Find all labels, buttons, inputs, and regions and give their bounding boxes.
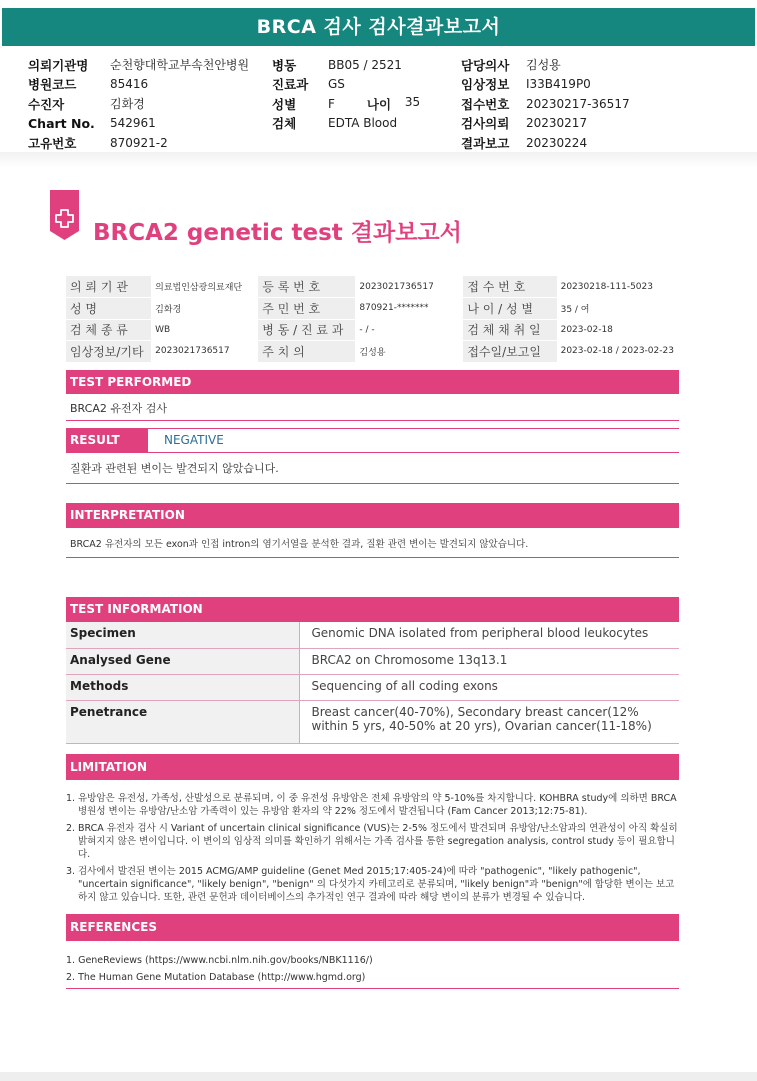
table-row [66, 674, 679, 700]
hdr-label: 병동 [272, 57, 297, 73]
section-header-references: REFERENCES [66, 914, 679, 941]
divider [66, 483, 679, 484]
list-number: 3. [66, 866, 76, 877]
hdr-value: 85416 [110, 77, 149, 92]
hdr-label: 수진자 [28, 96, 65, 112]
info-value: 35 / 여 [557, 298, 678, 320]
info-label: 성 명 [66, 298, 151, 320]
ti-value: Breast cancer(40-70%), Secondary breast cancer(12% within 5 yrs, 40-50% at 20 yrs), Ovarian cancer(11-18%) [299, 700, 679, 743]
hdr-value: BB05 / 2521 [328, 57, 402, 72]
age-field [367, 95, 420, 113]
hdr-value: F [328, 96, 335, 111]
hdr-value: 20230224 [526, 135, 588, 150]
hdr-value: I33B419P0 [526, 77, 591, 92]
age-value: 35 [404, 94, 421, 109]
table-row [66, 622, 679, 648]
result-value: NEGATIVE [164, 433, 224, 447]
hdr-value: 순천향대학교부속천안병원 [110, 58, 250, 73]
reference-item: 2. The Human Gene Mutation Database (http://www.hgmd.org) [66, 972, 366, 983]
hdr-value: 김화경 [110, 97, 145, 112]
info-row [66, 298, 678, 320]
info-row [66, 319, 678, 341]
section-header-test-information: TEST INFORMATION [66, 597, 679, 622]
test-information-table [66, 622, 679, 744]
reference-item: 1. GeneReviews (https://www.ncbi.nlm.nih.gov/books/NBK1116/) [66, 955, 373, 966]
hdr-value: GS [328, 77, 345, 92]
info-label: 등 록 번 호 [258, 276, 355, 298]
info-label: 검 체 종 류 [66, 319, 151, 341]
hdr-label: Chart No. [28, 115, 95, 131]
info-row [66, 341, 678, 363]
result-label: RESULT [66, 429, 148, 452]
info-label: 접수일/보고일 [463, 341, 556, 363]
section-header-test-performed: TEST PERFORMED [66, 370, 679, 394]
info-value: 2023021736517 [151, 341, 258, 363]
age-label: 나이 [366, 96, 392, 112]
report-title: BRCA2 genetic test 결과보고서 [93, 220, 462, 246]
list-text: 검사에서 발견된 변이는 2015 ACMG/AMP guideline (Genet Med 2015;17:405-24)에 따라 "pathogenic", "likely pathogenic", "uncertain significance", "likely benign", "benign" 의 다섯가지 카테고리로 분류되며, "likely benign"과 "benign"에 합당한 변이는 보고하지 않고 있습니다. 또한, 관련 문헌과 데이터베이스의 추가적인 연구 결과에 따라 해당 변이의 분류가 변경될 수 있습니다. [78, 866, 675, 903]
hdr-label: 의뢰기관명 [28, 57, 89, 73]
info-value: WB [151, 319, 258, 341]
ti-key: Penetrance [66, 700, 299, 743]
info-label: 접 수 번 호 [463, 276, 556, 298]
hdr-value: 김성용 [526, 58, 561, 73]
hdr-label: 병원코드 [28, 77, 77, 93]
info-value: 김화경 [151, 298, 258, 320]
hdr-value: 20230217-36517 [526, 96, 630, 111]
result-bar [66, 428, 679, 453]
ti-key: Methods [66, 674, 299, 700]
hdr-label: 결과보고 [461, 135, 510, 151]
divider [66, 420, 679, 421]
info-row [66, 276, 678, 298]
list-number: 2. [66, 823, 76, 834]
page-footer-band [0, 1072, 757, 1081]
info-value: 2023-02-18 / 2023-02-23 [557, 341, 678, 363]
table-row [66, 648, 679, 674]
ti-key: Analysed Gene [66, 648, 299, 674]
list-item [66, 865, 679, 904]
hdr-value: 870921-2 [110, 135, 168, 150]
ti-key: Specimen [66, 622, 299, 648]
interpretation-text: BRCA2 유전자의 모든 exon과 인접 intron의 염기서열을 분석한 결과, 질환 관련 변이는 발견되지 않았습니다. [70, 539, 529, 550]
info-value: 870921-******* [355, 298, 463, 320]
hdr-label: 접수번호 [461, 96, 510, 112]
hdr-label: 담당의사 [461, 57, 510, 73]
info-value: 2023021736517 [355, 276, 463, 298]
ti-value: BRCA2 on Chromosome 13q13.1 [299, 648, 679, 674]
info-label: 임상정보/기타 [66, 341, 151, 363]
page-divider-band [0, 152, 757, 168]
hdr-label: 임상정보 [461, 77, 510, 93]
hdr-value: 542961 [110, 116, 156, 131]
hdr-label: 검체 [272, 116, 297, 132]
limitation-list [66, 792, 679, 908]
info-label: 검 체 채 취 일 [463, 319, 556, 341]
info-label: 주 치 의 [258, 341, 355, 363]
hdr-value: 20230217 [526, 116, 588, 131]
patient-info-table [66, 276, 678, 363]
divider [66, 988, 679, 989]
divider [66, 557, 679, 558]
table-row [66, 700, 679, 743]
list-text: BRCA 유전자 검사 시 Variant of uncertain clinical significance (VUS)는 2-5% 정도에서 발견되며 유방암/난소암과의 연관성이 아직 확실히 밝혀지지 않은 변이입니다. 이 변이의 임상적 의미를 확인하기 위해서는 가족 검사를 통한 segregation analysis, control study 등이 필요합니다. [78, 823, 678, 860]
test-performed-text: BRCA2 유전자 검사 [70, 402, 167, 415]
list-item [66, 822, 679, 861]
hdr-label: 검사의뢰 [461, 116, 510, 132]
info-value: 의료법인삼광의료재단 [151, 276, 258, 298]
list-number: 1. [66, 793, 76, 804]
info-label: 의 뢰 기 관 [66, 276, 151, 298]
lab-logo [50, 190, 79, 240]
info-value: 20230218-111-5023 [557, 276, 678, 298]
info-label: 주 민 번 호 [258, 298, 355, 320]
result-text: 질환과 관련된 변이는 발견되지 않았습니다. [70, 462, 279, 475]
ti-value: Genomic DNA isolated from peripheral blood leukocytes [299, 622, 679, 648]
hdr-label: 성별 [272, 96, 297, 112]
info-value: 김성용 [355, 341, 463, 363]
info-value: 2023-02-18 [557, 319, 678, 341]
header-col-1 [28, 55, 249, 153]
cross-logo-icon [54, 208, 75, 229]
list-item [66, 792, 679, 818]
references-list [66, 952, 679, 986]
section-header-limitation: LIMITATION [66, 754, 679, 780]
hdr-label: 고유번호 [28, 135, 77, 151]
header-col-3 [461, 55, 630, 153]
report-header-title: BRCA 검사 검사결과보고서 [2, 8, 755, 46]
list-text: 유방암은 유전성, 가족성, 산발성으로 분류되며, 이 중 유전성 유방암은 전체 유방암의 약 5-10%를 차지합니다. KOHBRA study에 의하면 BRCA 병원성 변이는 유방암/난소암 가족력이 있는 유방암 환자의 약 22% 정도에서 발견됩니다 (Fam Cancer 2013;12:75-81). [78, 793, 677, 817]
section-header-interpretation: INTERPRETATION [66, 503, 679, 528]
ti-value: Sequencing of all coding exons [299, 674, 679, 700]
info-value: - / - [355, 319, 463, 341]
info-label: 나 이 / 성 별 [463, 298, 556, 320]
info-label: 병 동 / 진 료 과 [258, 319, 355, 341]
header-col-2 [272, 55, 420, 133]
hdr-value: EDTA Blood [328, 116, 398, 131]
hdr-label: 진료과 [272, 77, 309, 93]
